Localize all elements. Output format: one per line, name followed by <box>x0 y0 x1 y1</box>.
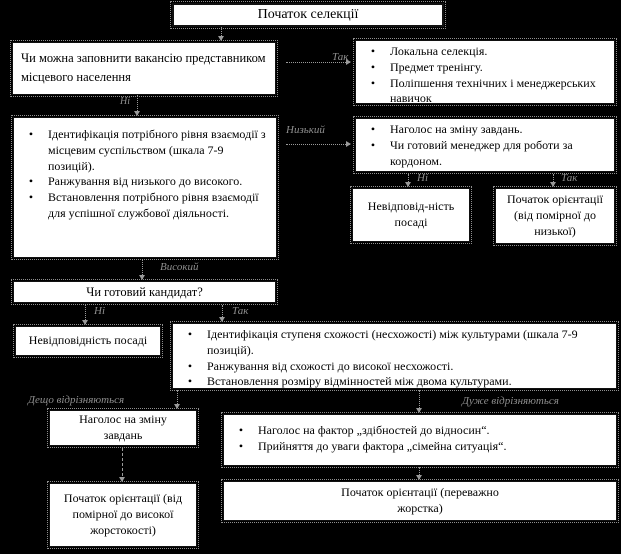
edge-label-somewhat-different: Дещо відрізняються <box>28 394 125 406</box>
list-item <box>356 138 610 170</box>
list-item <box>14 190 272 222</box>
list-item-text: • Наголос на зміну завдань. <box>390 122 523 136</box>
list-item-text: • Чи готовий менеджер для роботи за кордоном. <box>390 137 573 168</box>
arrow-similarity-to-taskemphasis <box>177 390 178 408</box>
box-orientation-low-text: Початок орієнтації (від помірної до низької) <box>506 192 604 238</box>
list-item <box>356 44 610 60</box>
box-orientation-rigid-text: Початок орієнтації (переважно жорстка) <box>341 485 499 515</box>
box-position-mismatch-left-text: Невідповідність посаді <box>28 333 148 348</box>
list-item-text: • Ранжування від схожості до високої несхожості. <box>207 358 454 373</box>
box-position-mismatch-right-text: Невідповід-ність посаді <box>367 199 455 229</box>
list-item-text: • Предмет тренінгу. <box>390 59 483 74</box>
box-candidate-question <box>13 281 276 303</box>
edge-label-yes-candidate: Так <box>232 305 249 317</box>
list-item-text: • Прийняття до уваги фактора „сімейна ситуація“. <box>258 438 507 453</box>
box-task-change <box>355 118 615 172</box>
list-item <box>224 423 612 439</box>
edge-label-yes-manager: Так <box>561 172 578 184</box>
list-item <box>356 76 610 108</box>
list-item <box>173 327 612 359</box>
box-task-emphasis-text: Наголос на зміну завдань <box>79 412 167 442</box>
box-culture-similarity <box>172 323 617 389</box>
box-orientation-rigid <box>223 481 617 521</box>
arrow-vacancy-to-interaction <box>137 95 138 115</box>
edge-label-yes-local: Так <box>332 51 349 63</box>
list-item-text: • Ідентифікація потрібного рівня взаємодії з місцевим суспільством (шкала 7-9 позицій). <box>48 127 266 173</box>
list-item-text: • Ранжування від низького до високого. <box>48 174 243 189</box>
box-task-emphasis <box>49 410 197 446</box>
list-item <box>173 374 612 390</box>
arrow-candidate-to-similarity <box>222 305 223 321</box>
box-vacancy-question-text: Чи можна заповнити вакансію представником місцевого населення <box>21 51 266 84</box>
list-item-text: • Встановлення потрібного рівня взаємодії для успішної службової діяльності. <box>48 190 259 221</box>
box-interaction-level <box>13 117 277 258</box>
list-item-text: • Ідентифікація ступеня схожості (несхожості) між культурами (шкала 7-9 позицій). <box>207 327 578 357</box>
box-start-selection <box>172 3 444 27</box>
arrow-relational-to-orientation <box>419 467 420 479</box>
box-start-selection-text: Початок селекції <box>257 6 359 22</box>
box-orientation-moderate-high <box>49 483 197 547</box>
list-item-text: • Локальна селекція. <box>390 44 488 58</box>
list-item-text: • Поліпшення технічних і менеджерських навичок <box>390 75 596 106</box>
arrow-start-to-vacancy <box>221 27 222 40</box>
arrow-interaction-to-taskchange <box>286 144 350 145</box>
box-orientation-low <box>495 188 615 244</box>
arrow-candidate-to-mismatch <box>85 305 86 324</box>
box-vacancy-question <box>12 42 276 95</box>
list-item <box>356 122 610 138</box>
list-item <box>14 127 272 174</box>
box-orientation-moderate-high-text: Початок орієнтації (від помірної до високої жорстокості) <box>63 491 183 537</box>
list-item-text: • Наголос на фактор „здібностей до відносин“. <box>258 423 490 437</box>
edge-label-high: Високий <box>160 261 199 273</box>
list-item <box>173 359 612 375</box>
list-item <box>224 439 612 455</box>
edge-label-no-manager: Ні <box>417 172 428 184</box>
list-item <box>356 60 610 76</box>
edge-label-very-different: Дуже відрізняються <box>462 395 559 407</box>
box-position-mismatch-right <box>352 188 470 242</box>
box-relational-factors <box>223 414 617 466</box>
box-position-mismatch-left <box>15 326 161 356</box>
arrow-taskchange-to-orientation-low <box>553 174 554 186</box>
list-item-text: • Встановлення розміру відмінностей між двома культурами. <box>207 374 512 389</box>
edge-label-no-local: Ні <box>120 96 130 107</box>
arrow-taskchange-to-mismatch <box>408 174 409 186</box>
box-candidate-question-text: Чи готовий кандидат? <box>86 284 203 299</box>
list-item <box>14 174 272 190</box>
arrow-interaction-to-candidate <box>142 259 143 279</box>
edge-label-low: Низький <box>286 124 325 136</box>
arrow-taskemphasis-to-orientation <box>122 448 123 481</box>
arrow-similarity-to-relational <box>419 390 420 412</box>
edge-label-no-candidate: Ні <box>94 305 105 317</box>
box-local-selection <box>355 40 615 104</box>
